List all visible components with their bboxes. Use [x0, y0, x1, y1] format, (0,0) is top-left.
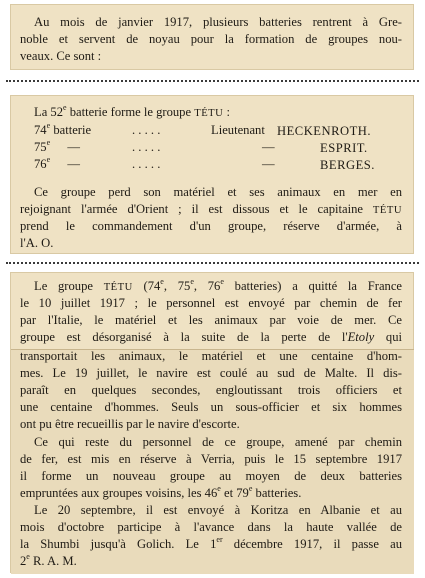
text-line: transportait les animaux, le matériel et une centaine d'hom- — [20, 349, 402, 363]
row-dots: . . . . . — [132, 140, 161, 154]
row-rank: — — [262, 157, 275, 171]
text-line: empruntées aux groupes voisins, les 46e et 79e batteries. — [20, 483, 302, 500]
battery-intro: La 52e batterie forme le groupe TÉTU : — [34, 102, 230, 119]
text-line: Au mois de janvier 1917, plusieurs batteries rentrent à Gre- — [34, 15, 402, 29]
battery-row-76: 76e — — [34, 154, 80, 171]
text-line: mois d'octobre participe à l'avance dans la haute vallée de — [20, 520, 402, 534]
dotted-separator — [6, 80, 419, 82]
row-officer-name: ESPRIT. — [320, 141, 368, 155]
text-line: une centaine d'hommes. Seuls un sous-officier et six hommes — [20, 400, 402, 414]
text-line: rejoignant l'armée d'Orient ; il est dissous et le capitaine TÉTU — [20, 202, 402, 216]
text-line: ont pu être recueillis par le navire d'escorte. — [20, 417, 240, 431]
text-line: le 10 juillet 1917 ; le personnel est envoyé par chemin de fer — [20, 296, 402, 310]
text-line: Le groupe TÉTU (74e, 75e, 76e batteries) a quitté la France — [34, 276, 403, 293]
text-line: il forme un nouveau groupe au moyen de deux batteries — [20, 469, 402, 483]
text-line: l'A. O. — [20, 236, 54, 250]
text-line: mes. Le 19 juillet, le navire est coulé au sud de Malte. Il dis- — [20, 366, 402, 380]
text-line: la Shumbi jusqu'à Golich. Le 1er décembre 1917, il passe au — [20, 534, 402, 551]
row-dots: . . . . . — [132, 123, 161, 137]
text-line: paraît en quelques secondes, engloutissant trois officiers et — [20, 383, 402, 397]
text-line: Ce groupe perd son matériel et ses animaux en mer en — [34, 185, 402, 199]
row-dots: . . . . . — [132, 157, 161, 171]
text-line: 2e R. A. M. — [20, 551, 77, 568]
row-rank: Lieutenant — [211, 123, 265, 137]
battery-row-74: 74e batterie — [34, 120, 92, 137]
row-officer-name: HECKENROTH. — [277, 124, 372, 138]
dotted-separator — [6, 262, 419, 264]
battery-row-75: 75e — — [34, 137, 80, 154]
text-line: veaux. Ce sont : — [20, 49, 102, 63]
text-line: groupe est désorganisé à la suite de la perte de l'Etoly qui — [20, 330, 402, 344]
row-rank: — — [262, 140, 275, 154]
text-line: noble et servent de noyau pour la formation de groupes nou- — [20, 32, 402, 46]
text-line: prend le commandement d'un groupe, réserve d'armée, à — [20, 219, 402, 233]
text-line: Le 20 septembre, il est envoyé à Koritza en Albanie et au — [34, 503, 402, 517]
text-line: de fer, est mis en réserve à Verria, puis le 15 septembre 1917 — [20, 452, 402, 466]
text-line: Ce qui reste du personnel de ce groupe, amené par chemin — [34, 435, 402, 449]
text-line: par l'Italie, le matériel et les animaux par voie de mer. Ce — [20, 313, 402, 327]
row-officer-name: BERGES. — [320, 158, 375, 172]
